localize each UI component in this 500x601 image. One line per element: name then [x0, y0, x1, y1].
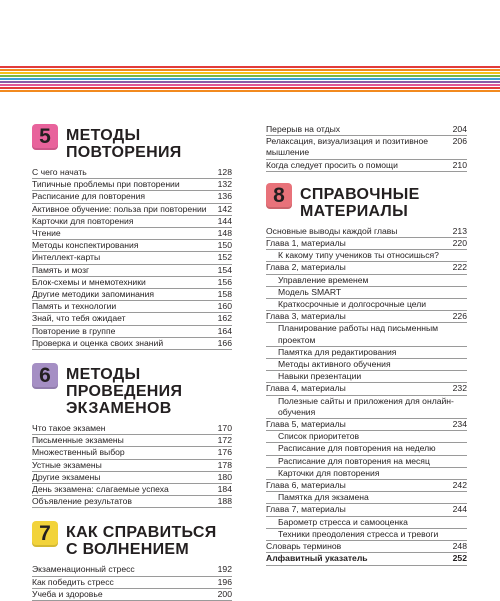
toc-entry-title: Проверка и оценка своих знаний — [32, 337, 164, 348]
toc-entry-title: Память и мозг — [32, 264, 90, 275]
toc-entry[interactable] — [266, 250, 467, 262]
toc-entry[interactable] — [32, 484, 232, 496]
toc-entry-title: Перерыв на отдых — [266, 124, 341, 134]
toc-entry[interactable] — [266, 529, 467, 541]
toc-entry-title: Модель SMART — [278, 286, 342, 297]
toc-entry-title: Список приоритетов — [278, 431, 360, 442]
toc-entry-title: Карточки для повторения — [278, 467, 380, 478]
toc-entry-page: 184 — [217, 484, 232, 495]
stripe — [0, 90, 500, 92]
toc-entry-page: 164 — [217, 325, 232, 336]
toc-entry[interactable] — [266, 541, 467, 553]
toc-entry-title: Глава 1, материалы — [266, 238, 346, 249]
toc-entry[interactable] — [32, 265, 232, 277]
chapter-number-badge: 7 — [32, 521, 58, 547]
toc-entry-title: Когда следует просить о помощи — [266, 159, 398, 170]
chapter-number-badge: 5 — [32, 124, 58, 150]
toc-entry[interactable] — [266, 323, 467, 346]
stripe — [0, 78, 500, 80]
toc-entry[interactable] — [32, 191, 232, 203]
toc-entry[interactable] — [266, 287, 467, 299]
toc-entry[interactable] — [32, 252, 232, 264]
toc-entry[interactable] — [266, 383, 467, 395]
toc-entry-page: 213 — [452, 225, 467, 236]
toc-entry-title: Активное обучение: польза при повторении — [32, 203, 207, 214]
toc-entry[interactable] — [266, 456, 467, 468]
toc-entry[interactable] — [32, 313, 232, 325]
toc-entry-page: 248 — [452, 541, 467, 552]
toc-entry-title: Глава 6, материалы — [266, 480, 346, 491]
toc-entry-page: 188 — [217, 496, 232, 507]
toc-entry-title: Барометр стресса и самооценка — [278, 516, 408, 527]
toc-entry-page: 242 — [452, 480, 467, 491]
toc-entry[interactable] — [266, 136, 467, 159]
toc-entry[interactable] — [266, 504, 467, 516]
toc-entry-page: 144 — [217, 215, 232, 226]
toc-entry[interactable] — [266, 275, 467, 287]
toc-entry-title: Глава 3, материалы — [266, 311, 346, 322]
chapter-8-list — [266, 226, 467, 566]
toc-entry-page: 170 — [217, 423, 232, 434]
toc-entry[interactable] — [266, 396, 467, 419]
toc-entry[interactable] — [266, 124, 467, 136]
toc-entry-title: Методы конспектирования — [32, 240, 139, 251]
toc-entry[interactable] — [266, 226, 467, 238]
chapter-5-header — [32, 124, 232, 161]
toc-entry[interactable] — [32, 277, 232, 289]
toc-entry-title: Типичные проблемы при повторении — [32, 179, 180, 190]
toc-entry-page: 252 — [452, 553, 467, 564]
chapter-8-header — [266, 183, 467, 220]
toc-entry-title: Глава 4, материалы — [266, 383, 346, 394]
stripe — [0, 75, 500, 77]
toc-entry-page: 166 — [217, 337, 232, 348]
toc-entry-page: 210 — [452, 159, 467, 170]
toc-entry-page: 206 — [452, 136, 467, 147]
toc-entry-title: Устные экзамены — [32, 459, 102, 470]
chapter-7-continued-list — [266, 124, 467, 172]
toc-entry[interactable] — [266, 371, 467, 383]
toc-entry[interactable] — [32, 167, 232, 179]
toc-entry-page: 178 — [217, 459, 232, 470]
toc-entry[interactable] — [32, 289, 232, 301]
chapter-5-list — [32, 167, 232, 350]
chapter-number-badge: 6 — [32, 363, 58, 389]
chapter-title: МЕТОДЫ ПРОВЕДЕНИЯ ЭКЗАМЕНОВ — [66, 366, 183, 418]
toc-entry[interactable] — [266, 347, 467, 359]
toc-entry-title: Глава 7, материалы — [266, 504, 346, 515]
toc-entry-page: 172 — [217, 435, 232, 446]
toc-entry[interactable] — [32, 435, 232, 447]
toc-entry-page: 232 — [452, 383, 467, 394]
toc-entry[interactable] — [266, 517, 467, 529]
toc-entry[interactable] — [32, 564, 232, 576]
toc-entry-title: Письменные экзамены — [32, 435, 124, 446]
stripe — [0, 87, 500, 89]
toc-entry-title: Методы активного обучения — [278, 359, 391, 370]
toc-entry-title: Объявление результатов — [32, 496, 132, 507]
toc-entry-page: 152 — [217, 252, 232, 263]
toc-entry-page: 142 — [217, 203, 232, 214]
chapter-6-list — [32, 423, 232, 508]
toc-entry-title: Навыки презентации — [278, 371, 362, 382]
left-column — [32, 124, 232, 601]
toc-entry-title: Другие методики запоминания — [32, 289, 155, 300]
toc-entry-title: Планирование работы над письменным проектом — [278, 323, 439, 345]
chapter-title: КАК СПРАВИТЬСЯ С ВОЛНЕНИЕМ — [66, 524, 217, 559]
toc-entry[interactable] — [266, 419, 467, 431]
toc-entry-title: Учеба и здоровье — [32, 588, 103, 599]
toc-entry-page: 154 — [217, 264, 232, 275]
toc-entry[interactable] — [32, 204, 232, 216]
toc-entry[interactable] — [266, 480, 467, 492]
toc-entry[interactable] — [32, 496, 232, 508]
toc-entry-title: Релаксация, визуализация и позитивное мышление — [266, 136, 429, 158]
stripe — [0, 72, 500, 74]
toc-entry-title: Словарь терминов — [266, 541, 342, 552]
toc-entry-title: Основные выводы каждой главы — [266, 225, 398, 236]
toc-entry[interactable] — [32, 460, 232, 472]
toc-entry[interactable] — [266, 160, 467, 172]
toc-entry-page: 192 — [217, 564, 232, 575]
right-column — [266, 124, 467, 566]
toc-entry-title: Памятка для экзамена — [278, 492, 369, 503]
toc-entry-page: 204 — [452, 124, 467, 134]
toc-entry-title: Расписание для повторения — [32, 191, 146, 202]
toc-entry-page: 200 — [217, 588, 232, 599]
toc-entry-page: 162 — [217, 313, 232, 324]
decorative-stripes — [0, 66, 500, 88]
toc-entry[interactable] — [32, 338, 232, 350]
toc-entry-page: 156 — [217, 276, 232, 287]
toc-entry-page: 176 — [217, 447, 232, 458]
toc-entry[interactable] — [32, 447, 232, 459]
toc-entry[interactable] — [266, 443, 467, 455]
toc-entry[interactable] — [32, 301, 232, 313]
chapter-number-badge: 8 — [266, 183, 292, 209]
toc-entry-page: 244 — [452, 504, 467, 515]
toc-entry[interactable] — [32, 216, 232, 228]
toc-entry-page: 226 — [452, 311, 467, 322]
toc-entry[interactable] — [266, 311, 467, 323]
toc-entry-title: Память и технологии — [32, 301, 117, 312]
chapter-6-header — [32, 363, 232, 417]
toc-entry-page: 158 — [217, 289, 232, 300]
toc-entry[interactable] — [266, 492, 467, 504]
toc-entry-title: Техники преодоления стресса и тревоги — [278, 528, 439, 539]
toc-entry[interactable] — [266, 262, 467, 274]
toc-entry[interactable] — [266, 299, 467, 311]
toc-entry-title: Памятка для редактирования — [278, 346, 397, 357]
toc-entry-page: 160 — [217, 301, 232, 312]
toc-entry-title: Интеллект-карты — [32, 252, 101, 263]
toc-entry-title: Повторение в группе — [32, 325, 116, 336]
toc-entry-title: Алфавитный указатель — [266, 553, 368, 564]
toc-entry-title: Расписание для повторения на месяц — [278, 455, 430, 466]
toc-entry[interactable] — [266, 468, 467, 480]
toc-entry-page: 136 — [217, 191, 232, 202]
toc-entry-page: 196 — [217, 576, 232, 587]
stripe — [0, 66, 500, 68]
toc-entry-title: Множественный выбор — [32, 447, 125, 458]
toc-entry-page: 180 — [217, 471, 232, 482]
toc-entry[interactable] — [266, 359, 467, 371]
toc-entry-page: 128 — [217, 167, 232, 177]
toc-entry[interactable] — [32, 326, 232, 338]
toc-entry-title: Управление временем — [278, 274, 369, 285]
toc-entry-title: Знай, что тебя ожидает — [32, 313, 126, 324]
stripe — [0, 81, 500, 83]
toc-entry[interactable] — [266, 553, 467, 565]
toc-entry[interactable] — [32, 423, 232, 435]
chapter-7-list — [32, 564, 232, 601]
toc-entry-title: Глава 5, материалы — [266, 419, 346, 430]
toc-entry-title: Чтение — [32, 228, 61, 239]
toc-entry[interactable] — [266, 238, 467, 250]
toc-entry-title: День экзамена: слагаемые успеха — [32, 484, 169, 495]
toc-entry-title: С чего начать — [32, 167, 87, 177]
chapter-7-header — [32, 521, 232, 558]
toc-entry-title: К какому типу учеников ты относишься? — [278, 250, 439, 261]
toc-entry[interactable] — [266, 431, 467, 443]
toc-entry-title: Карточки для повторения — [32, 215, 134, 226]
toc-entry-title: Экзаменационный стресс — [32, 564, 135, 575]
stripe — [0, 69, 500, 71]
toc-entry[interactable] — [32, 589, 232, 601]
toc-entry-title: Глава 2, материалы — [266, 262, 346, 273]
toc-entry-title: Что такое экзамен — [32, 423, 106, 434]
toc-entry-page: 234 — [452, 419, 467, 430]
toc-entry[interactable] — [32, 472, 232, 484]
toc-entry[interactable] — [32, 240, 232, 252]
toc-entry-page: 220 — [452, 238, 467, 249]
toc-entry-title: Как победить стресс — [32, 576, 114, 587]
toc-entry-title: Краткосрочные и долгосрочные цели — [278, 299, 427, 310]
toc-entry[interactable] — [32, 228, 232, 240]
toc-entry-title: Расписание для повторения на неделю — [278, 443, 436, 454]
chapter-title: СПРАВОЧНЫЕ МАТЕРИАЛЫ — [300, 185, 420, 220]
toc-entry-title: Другие экзамены — [32, 471, 101, 482]
toc-entry-page: 148 — [217, 228, 232, 239]
toc-entry-page: 132 — [217, 179, 232, 190]
toc-entry-title: Полезные сайты и приложения для онлайн-обучения — [278, 395, 454, 417]
toc-entry-page: 150 — [217, 240, 232, 251]
toc-entry[interactable] — [32, 577, 232, 589]
chapter-title: МЕТОДЫ ПОВТОРЕНИЯ — [66, 127, 182, 161]
toc-entry-title: Блок-схемы и мнемотехники — [32, 276, 146, 287]
toc-entry-page: 222 — [452, 262, 467, 273]
toc-entry[interactable] — [32, 179, 232, 191]
stripe — [0, 84, 500, 86]
